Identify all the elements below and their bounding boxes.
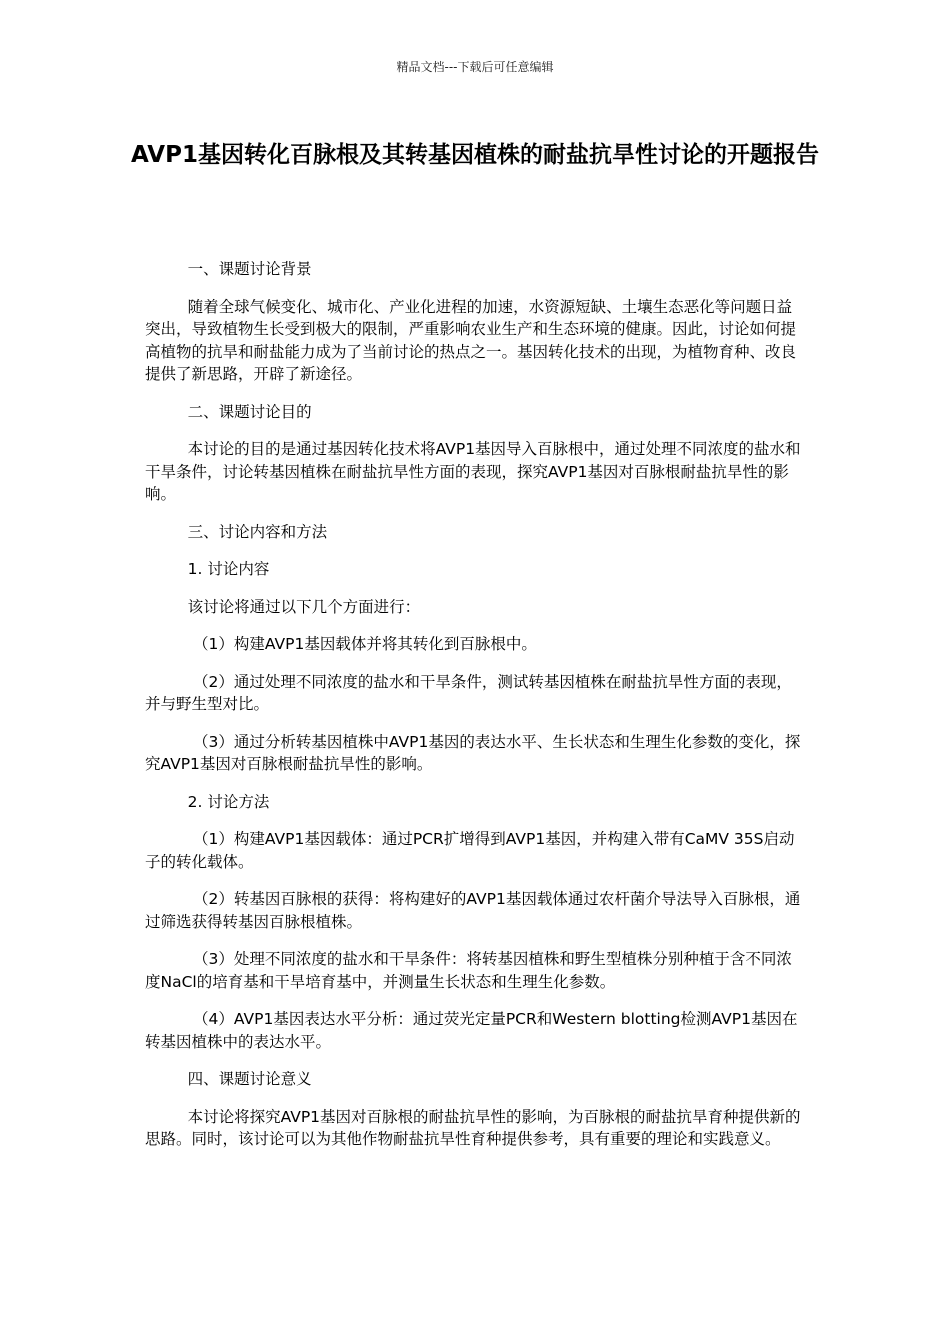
list-item: （3）处理不同浓度的盐水和干旱条件：将转基因植株和野生型植株分别种植于含不同浓度NaCl的培育基和干旱培育基中，并测量生长状态和生理生化参数。: [145, 950, 792, 991]
list-item: （1）构建AVP1基因载体：通过PCR扩增得到AVP1基因，并构建入带有CaMV 35S启动子的转化载体。: [145, 830, 795, 871]
paragraph-purpose: 本讨论的目的是通过基因转化技术将AVP1基因导入百脉根中，通过处理不同浓度的盐水和干旱条件，讨论转基因植株在耐盐抗旱性方面的表现，探究AVP1基因对百脉根耐盐抗旱性的影响。: [145, 440, 801, 503]
list-item: （2）转基因百脉根的获得：将构建好的AVP1基因载体通过农杆菌介导法导入百脉根，通过筛选获得转基因百脉根植株。: [145, 890, 801, 931]
subheading-content: 1. 讨论内容: [187, 560, 270, 578]
header-note: 精品文档---下载后可任意编辑: [396, 60, 554, 74]
section-heading-significance: 四、课题讨论意义: [187, 1070, 312, 1088]
list-item: （4）AVP1基因表达水平分析：通过荧光定量PCR和Western blotting检测AVP1基因在转基因植株中的表达水平。: [145, 1010, 798, 1051]
document-title: AVP1基因转化百脉根及其转基因植株的耐盐抗旱性讨论的开题报告: [131, 142, 819, 168]
section-heading-content-methods: 三、讨论内容和方法: [187, 522, 328, 541]
paragraph-content-intro: 该讨论将通过以下几个方面进行：: [187, 597, 421, 616]
section-heading-background: 一、课题讨论背景: [187, 260, 312, 278]
list-item: （2）通过处理不同浓度的盐水和干旱条件，测试转基因植株在耐盐抗旱性方面的表现，并与野生型对比。: [145, 672, 792, 713]
paragraph-background: 随着全球气候变化、城市化、产业化进程的加速，水资源短缺、土壤生态恶化等问题日益突出，导致植物生长受到极大的限制，严重影响农业生产和生态环境的健康。因此，讨论如何提高植物的抗旱和耐盐能力成为了当前讨论的热点之一。基因转化技术的出现，为植物育种、改良提供了新思路，开辟了新途径。: [145, 297, 797, 383]
subheading-methods: 2. 讨论方法: [187, 792, 270, 811]
section-heading-purpose: 二、课题讨论目的: [187, 402, 312, 421]
paragraph-significance: 本讨论将探究AVP1基因对百脉根的耐盐抗旱性的影响，为百脉根的耐盐抗旱育种提供新的思路。同时，该讨论可以为其他作物耐盐抗旱性育种提供参考，具有重要的理论和实践意义。: [145, 1107, 801, 1148]
list-item: （1）构建AVP1基因载体并将其转化到百脉根中。: [193, 635, 537, 653]
list-item: （3）通过分析转基因植株中AVP1基因的表达水平、生长状态和生理生化参数的变化，探究AVP1基因对百脉根耐盐抗旱性的影响。: [145, 732, 801, 773]
document-body: [145, 258, 805, 1166]
